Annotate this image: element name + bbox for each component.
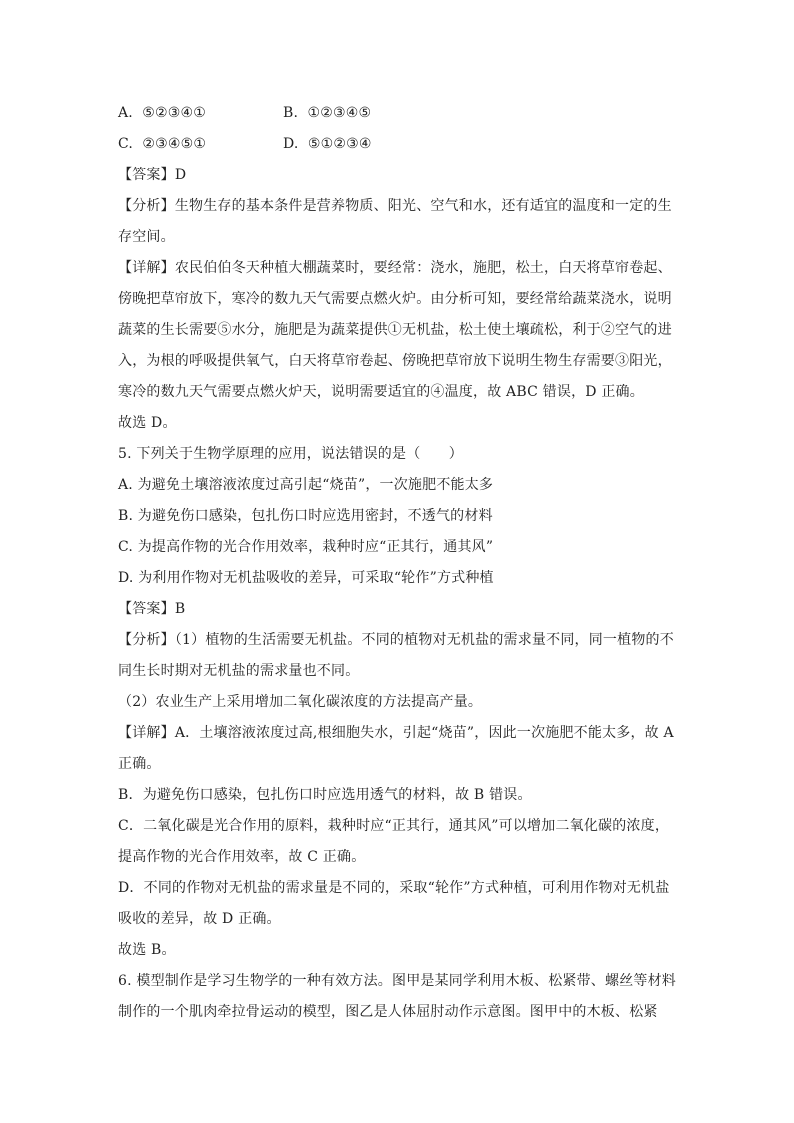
q4-detail-line-3: 蔬菜的生长需要⑤水分，施肥是为蔬菜提供①无机盐，松土使土壤疏松，利于②空气的进 xyxy=(118,322,672,338)
q5-detail-line-1: 【详解】A．土壤溶液浓度过高,根细胞失水，引起“烧苗”，因此一次施肥不能太多，故 A xyxy=(118,725,674,741)
q4-detail-line-5: 寒冷的数九天气需要点燃火炉天，说明需要适宜的④温度，故 ABC 错误，D 正确。 xyxy=(118,384,644,400)
q4-answer: 【答案】D xyxy=(118,167,187,183)
q4-analysis-line-2: 存空间。 xyxy=(118,229,175,245)
q5-stem: 5. 下列关于生物学原理的应用，说法错误的是（ ） xyxy=(118,446,464,462)
q4-option-d: D. ⑤①②③④ xyxy=(283,136,372,152)
q4-analysis-line-1: 【分析】生物生存的基本条件是营养物质、阳光、空气和水，还有适宜的温度和一定的生 xyxy=(118,198,672,214)
q4-option-b: B. ①②③④⑤ xyxy=(283,105,372,121)
q5-analysis-line-1: 【分析】（1）植物的生活需要无机盐。不同的植物对无机盐的需求量不同，同一植物的不 xyxy=(118,632,674,648)
q4-options-row-1 xyxy=(118,98,678,129)
q6-line-1: 6. 模型制作是学习生物学的一种有效方法。图甲是某同学利用木板、松紧带、螺丝等材料 xyxy=(118,973,677,989)
q5-option-a: A. 为避免土壤溶液浓度过高引起“烧苗”，一次施肥不能太多 xyxy=(118,477,494,493)
q5-option-c: C. 为提高作物的光合作用效率，栽种时应“正其行，通其风” xyxy=(118,539,494,555)
q5-option-d: D. 为利用作物对无机盐吸收的差异，可采取“轮作”方式种植 xyxy=(118,570,494,586)
q4-option-a: A. ⑤②③④① xyxy=(118,105,207,121)
q4-option-c: C. ②③④⑤① xyxy=(118,136,207,152)
q5-detail-line-6: D．不同的作物对无机盐的需求量是不同的，采取“轮作”方式种植，可利用作物对无机盐 xyxy=(118,880,670,896)
q4-conclusion: 故选 D。 xyxy=(118,415,177,431)
q5-detail-line-7: 吸收的差异，故 D 正确。 xyxy=(118,911,281,927)
q4-options-row-2 xyxy=(118,129,678,160)
q5-detail-line-2: 正确。 xyxy=(118,756,161,772)
q4-detail-line-4: 入，为根的呼吸提供氧气，白天将草帘卷起、傍晚把草帘放下说明生物生存需要③阳光， xyxy=(118,353,672,369)
q5-answer: 【答案】B xyxy=(118,601,186,617)
q5-detail-line-3: B．为避免伤口感染，包扎伤口时应选用透气的材料，故 B 错误。 xyxy=(118,787,532,803)
q5-option-b: B. 为避免伤口感染，包扎伤口时应选用密封，不透气的材料 xyxy=(118,508,493,524)
q5-detail-line-5: 提高作物的光合作用效率，故 C 正确。 xyxy=(118,849,366,865)
document-content xyxy=(118,98,678,1028)
q5-conclusion: 故选 B。 xyxy=(118,942,176,958)
q5-detail-line-4: C．二氧化碳是光合作用的原料，栽种时应“正其行，通其风”可以增加二氧化碳的浓度， xyxy=(118,818,670,834)
q5-analysis-line-3: （2）农业生产上采用增加二氧化碳浓度的方法提高产量。 xyxy=(118,694,483,710)
q6-line-2: 制作的一个肌肉牵拉骨运动的模型，图乙是人体屈肘动作示意图。图甲中的木板、松紧 xyxy=(118,1004,658,1020)
q5-analysis-line-2: 同生长时期对无机盐的需求量也不同。 xyxy=(118,663,360,679)
q4-detail-line-2: 傍晚把草帘放下，寒冷的数九天气需要点燃火炉。由分析可知，要经常给蔬菜浇水，说明 xyxy=(118,291,672,307)
q4-detail-line-1: 【详解】农民伯伯冬天种植大棚蔬菜时，要经常：浇水，施肥，松土，白天将草帘卷起、 xyxy=(118,260,672,276)
